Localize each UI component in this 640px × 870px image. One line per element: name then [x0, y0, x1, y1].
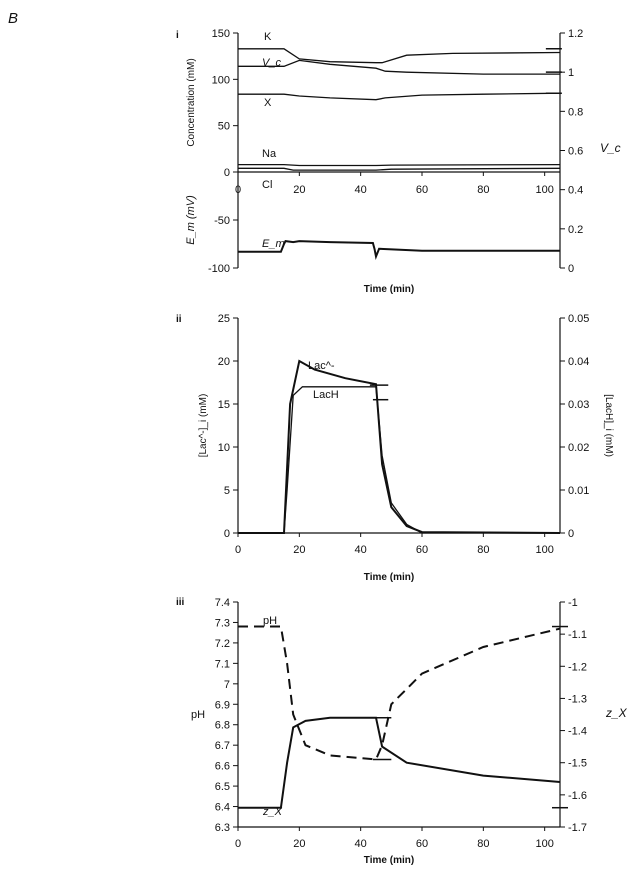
y-tick-label-i-top: 150 — [211, 28, 230, 40]
panel-label-iii: iii — [176, 597, 185, 608]
y-tick-label-i-bottom: -50 — [214, 215, 230, 227]
figure-letter: B — [8, 10, 19, 27]
series-label-iii-1: z_X — [263, 806, 282, 818]
panel-label-i: i — [176, 30, 179, 41]
series-label-iii-0: pH — [263, 615, 278, 627]
series-label-i-0: K — [264, 31, 272, 43]
x-tick-label-i: 60 — [415, 184, 429, 196]
y-tick-label-iii-right: -1.3 — [568, 693, 587, 706]
y-tick-label-iii: 6.3 — [214, 822, 230, 834]
series-line-i-Cl — [238, 168, 560, 170]
y-axis-title-i-right: V_c — [600, 141, 621, 155]
y-tick-label-i-top: 50 — [217, 120, 230, 133]
y-tick-label-i-top: 0 — [223, 167, 230, 179]
y-tick-label-i-top: 100 — [211, 74, 230, 87]
y-tick-label-iii-right: -1.5 — [568, 757, 587, 770]
series-label-i-4: Cl — [262, 179, 273, 191]
x-tick-label-iii: 60 — [415, 838, 429, 850]
y-tick-label-i-right: 0.2 — [568, 223, 584, 236]
x-tick-label-i: 100 — [535, 184, 554, 196]
series-line-iii-zX — [238, 718, 560, 808]
x-tick-label-iii: 100 — [535, 838, 554, 850]
y-tick-label-i-bottom: -100 — [207, 263, 230, 275]
y-tick-label-ii-right: 0.05 — [568, 313, 590, 325]
x-tick-label-ii: 0 — [234, 544, 242, 556]
x-axis-title-i: Time (min) — [363, 284, 415, 295]
x-tick-label-ii: 40 — [354, 544, 367, 556]
x-tick-label-ii: 60 — [415, 544, 429, 556]
x-tick-label-i: 80 — [477, 184, 490, 196]
x-axis-title-iii: Time (min) — [363, 855, 415, 866]
x-tick-label-ii: 20 — [293, 544, 306, 556]
y-tick-label-ii: 15 — [217, 399, 230, 411]
y-tick-label-iii: 6.4 — [214, 801, 230, 814]
y-tick-label-ii: 10 — [217, 442, 230, 454]
y-tick-label-iii-right: -1.7 — [568, 822, 587, 834]
series-label-i-3: Na — [262, 148, 277, 160]
y-tick-label-iii-right: -1.1 — [568, 629, 587, 642]
y-tick-label-i-right: 0.4 — [568, 184, 584, 197]
y-tick-label-ii: 0 — [223, 528, 230, 540]
series-line-ii-LacH — [238, 387, 560, 533]
x-tick-label-iii: 40 — [354, 838, 367, 850]
y-tick-label-i-right: 0.6 — [568, 145, 584, 158]
y-tick-label-iii-right: -1.6 — [568, 789, 587, 802]
y-tick-label-ii-right: 0.04 — [568, 356, 590, 368]
y-tick-label-ii: 25 — [217, 313, 230, 325]
y-tick-label-ii-right: 0.02 — [568, 442, 590, 454]
series-line-i-X — [238, 93, 560, 100]
series-label-i-2: X — [264, 97, 272, 109]
series-line-i-Vc — [238, 60, 560, 74]
series-label-i-1: V_c — [262, 57, 281, 69]
x-tick-label-iii: 20 — [293, 838, 306, 850]
y-tick-label-iii: 6.6 — [214, 760, 230, 773]
x-tick-label-iii: 0 — [234, 838, 242, 850]
panel-label-ii: ii — [176, 314, 182, 325]
x-tick-label-iii: 80 — [477, 838, 490, 850]
x-tick-label-ii: 100 — [535, 544, 554, 556]
y-tick-label-ii-right: 0.01 — [568, 485, 590, 497]
y-tick-label-iii: 6.8 — [214, 719, 230, 732]
y-tick-label-iii: 6.7 — [214, 740, 230, 753]
y-tick-label-iii-right: -1.4 — [568, 725, 587, 738]
y-axis-title-i-top: Concentration (mM) — [186, 58, 197, 147]
series-line-i-Na — [238, 165, 560, 166]
y-tick-label-ii: 5 — [223, 485, 230, 497]
y-axis-title-i-bottom: E_m (mV) — [185, 195, 197, 245]
y-axis-title-iii: pH — [191, 709, 206, 721]
x-tick-label-i: 0 — [234, 184, 242, 196]
series-label-ii-0: Lac^- — [308, 360, 335, 372]
series-label-ii-1: LacH — [313, 389, 339, 401]
y-tick-label-iii: 7.3 — [214, 617, 230, 630]
y-tick-label-i-right: 1.2 — [568, 28, 584, 40]
y-tick-label-iii-right: -1.2 — [568, 661, 587, 674]
y-tick-label-ii-right: 0 — [568, 528, 575, 540]
series-line-iii-pH — [238, 627, 560, 760]
x-tick-label-i: 40 — [354, 184, 367, 196]
x-tick-label-i: 20 — [293, 184, 306, 196]
y-tick-label-iii: 7.4 — [214, 597, 230, 609]
y-tick-label-iii-right: -1 — [568, 597, 578, 609]
series-line-i-Em — [238, 241, 560, 256]
y-tick-label-iii: 7 — [223, 678, 230, 691]
y-tick-label-ii: 20 — [217, 356, 230, 368]
series-label-i-5: E_m — [262, 238, 285, 250]
y-tick-label-i-right: 0.8 — [568, 106, 584, 119]
y-tick-label-i-right: 1 — [568, 67, 575, 80]
y-axis-title-iii-right: z_X — [606, 706, 627, 720]
series-line-i-K — [238, 49, 560, 63]
y-tick-label-iii: 7.1 — [214, 658, 230, 671]
y-tick-label-iii: 6.9 — [214, 699, 230, 712]
y-axis-title-ii-right: [LacH]_i (mM) — [603, 394, 614, 457]
y-axis-title-ii: [Lac^-]_i (mM) — [198, 393, 209, 458]
x-tick-label-ii: 80 — [477, 544, 490, 556]
y-tick-label-ii-right: 0.03 — [568, 399, 590, 411]
y-tick-label-i-right: 0 — [568, 263, 575, 275]
y-tick-label-iii: 7.2 — [214, 637, 230, 650]
x-axis-title-ii: Time (min) — [363, 572, 415, 583]
y-tick-label-iii: 6.5 — [214, 781, 230, 794]
